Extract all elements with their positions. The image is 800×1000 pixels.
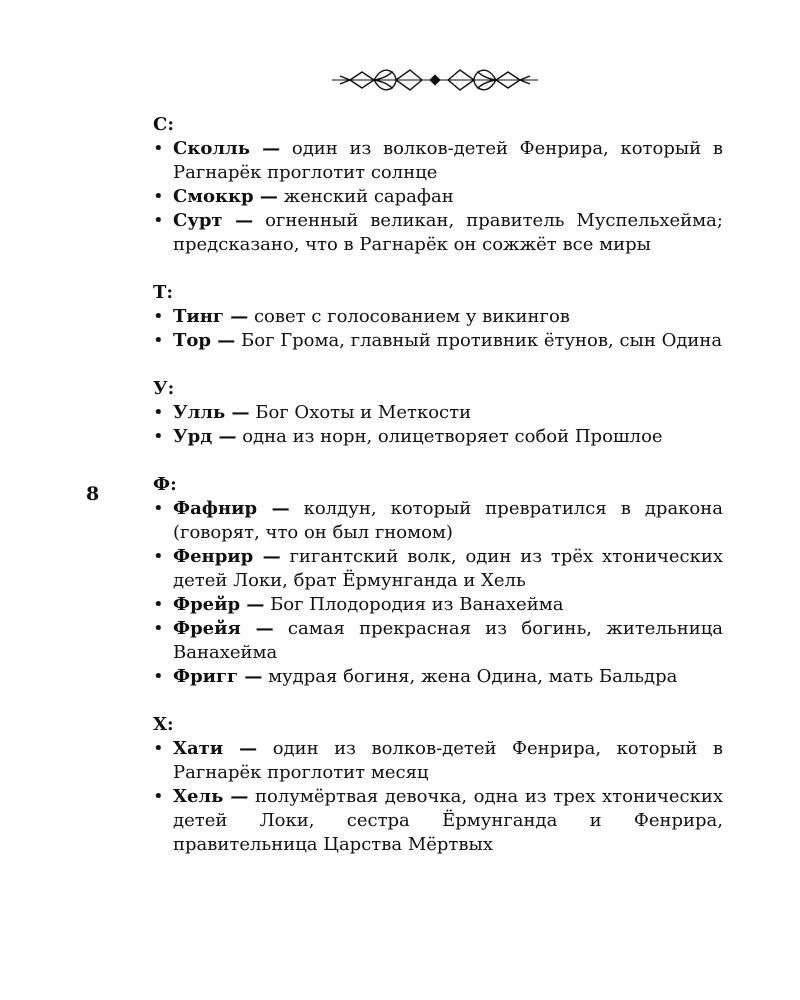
section-letter: Ф: bbox=[153, 474, 177, 495]
bullet-icon: • bbox=[153, 138, 164, 159]
entry-list bbox=[153, 137, 723, 257]
entry-definition: одна из норн, олицетворяет собой Прошлое bbox=[242, 426, 663, 447]
section-kh bbox=[153, 713, 723, 857]
section-letter: У: bbox=[153, 378, 175, 399]
entry-term: Фафнир — bbox=[173, 498, 290, 519]
section-u bbox=[153, 377, 723, 449]
bullet-icon: • bbox=[153, 786, 164, 807]
bullet-icon: • bbox=[153, 306, 164, 327]
bullet-icon: • bbox=[153, 594, 164, 615]
section-letter: С: bbox=[153, 114, 174, 135]
bullet-icon: • bbox=[153, 546, 164, 567]
entry-definition: Бог Грома, главный противник ётунов, сын Одина bbox=[241, 330, 723, 351]
entry-definition: самая прекрасная из богинь, жительница Ванахейма bbox=[173, 618, 723, 663]
glossary-entry bbox=[153, 737, 723, 785]
entry-definition: Бог Плодородия из Ванахейма bbox=[270, 594, 564, 615]
entry-definition: колдун, который превратился в дракона (говорят, что он был гномом) bbox=[173, 498, 723, 543]
entry-definition: один из волков-детей Фенрира, который в Рагнарёк проглотит месяц bbox=[173, 738, 723, 783]
glossary bbox=[153, 113, 723, 881]
entry-term: Урд — bbox=[173, 426, 237, 447]
section-letter: Т: bbox=[153, 282, 174, 303]
glossary-entry bbox=[153, 497, 723, 545]
entry-definition: полумёртвая девочка, одна из трех хтонических детей Локи, сестра Ёрмунганда и Фенрира, правительница Царства Мёртвых bbox=[173, 786, 724, 855]
entry-term: Фрейя — bbox=[173, 618, 274, 639]
glossary-entry bbox=[153, 305, 723, 329]
glossary-entry bbox=[153, 137, 723, 185]
entry-term: Хати — bbox=[173, 738, 258, 759]
bullet-icon: • bbox=[153, 666, 164, 687]
entry-list bbox=[153, 737, 723, 857]
entry-term: Тор — bbox=[173, 330, 236, 351]
bullet-icon: • bbox=[153, 330, 164, 351]
bullet-icon: • bbox=[153, 426, 164, 447]
glossary-entry bbox=[153, 185, 723, 209]
entry-definition: гигантский волк, один из трёх хтонических детей Локи, брат Ёрмунганда и Хель bbox=[173, 546, 723, 591]
glossary-entry bbox=[153, 425, 723, 449]
entry-definition: огненный великан, правитель Муспельхейма; предсказано, что в Рагнарёк он сожжёт все миры bbox=[173, 210, 723, 255]
glossary-entry bbox=[153, 593, 723, 617]
entry-term: Фрейр — bbox=[173, 594, 265, 615]
entry-definition: совет с голосованием у викингов bbox=[253, 306, 570, 327]
entry-definition: Бог Охоты и Меткости bbox=[255, 402, 472, 423]
entry-term: Тинг — bbox=[173, 306, 249, 327]
entry-term: Сколль — bbox=[173, 138, 281, 159]
ornament-icon bbox=[330, 62, 540, 98]
entry-term: Фригг — bbox=[173, 666, 263, 687]
section-s bbox=[153, 113, 723, 257]
glossary-entry bbox=[153, 665, 723, 689]
entry-list bbox=[153, 497, 723, 689]
entry-definition: один из волков-детей Фенрира, который в Рагнарёк проглотит солнце bbox=[173, 138, 723, 183]
bullet-icon: • bbox=[153, 738, 164, 759]
glossary-entry bbox=[153, 545, 723, 593]
bullet-icon: • bbox=[153, 498, 164, 519]
glossary-entry bbox=[153, 209, 723, 257]
entry-term: Улль — bbox=[173, 402, 250, 423]
entry-term: Хель — bbox=[173, 786, 249, 807]
bullet-icon: • bbox=[153, 186, 164, 207]
section-t bbox=[153, 281, 723, 353]
glossary-entry bbox=[153, 785, 723, 857]
entry-definition: мудрая богиня, жена Одина, мать Бальдра bbox=[268, 666, 678, 687]
entry-list bbox=[153, 401, 723, 449]
page-number: 8 bbox=[86, 483, 100, 505]
bullet-icon: • bbox=[153, 618, 164, 639]
section-f bbox=[153, 473, 723, 689]
entry-term: Смоккр — bbox=[173, 186, 278, 207]
glossary-entry bbox=[153, 329, 723, 353]
entry-term: Фенрир — bbox=[173, 546, 281, 567]
entry-term: Сурт — bbox=[173, 210, 254, 231]
entry-definition: женский сарафан bbox=[283, 186, 454, 207]
bullet-icon: • bbox=[153, 402, 164, 423]
glossary-entry bbox=[153, 401, 723, 425]
bullet-icon: • bbox=[153, 210, 164, 231]
section-letter: Х: bbox=[153, 714, 174, 735]
glossary-entry bbox=[153, 617, 723, 665]
entry-list bbox=[153, 305, 723, 353]
